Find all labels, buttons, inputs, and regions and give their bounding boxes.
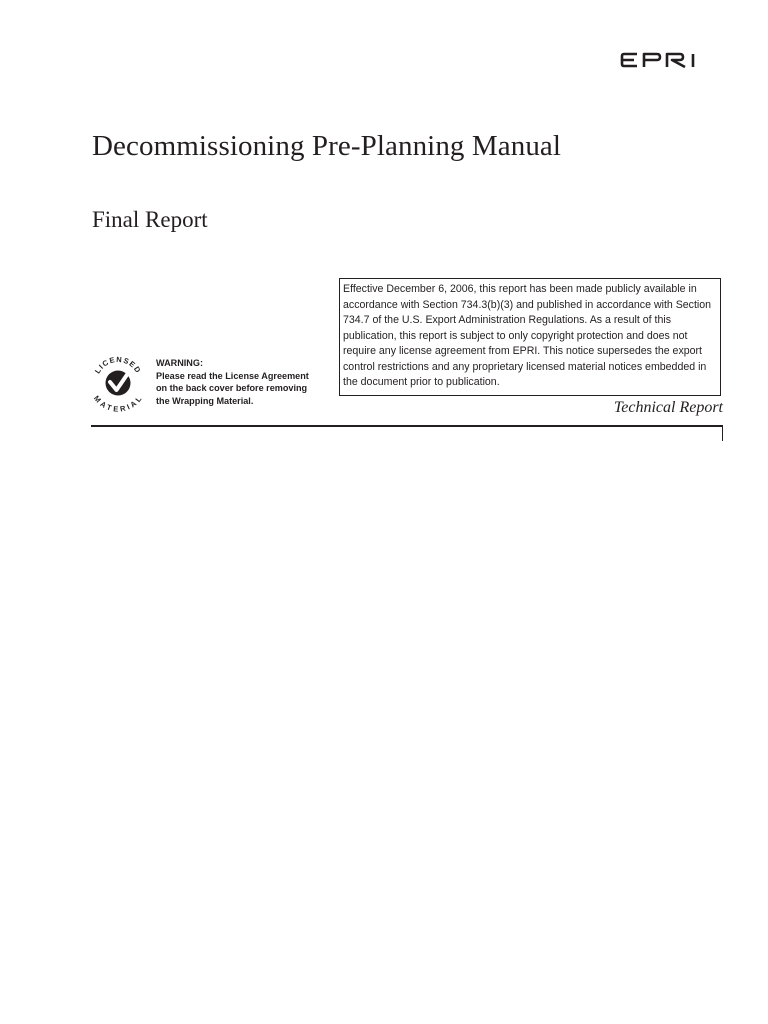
epri-logo-mark xyxy=(620,50,722,70)
licensed-material-seal xyxy=(88,352,148,412)
warning-line: Please read the License Agreement xyxy=(156,370,309,381)
seal-bottom-text: MATERIAL xyxy=(91,393,145,412)
report-subtitle: Final Report xyxy=(92,207,208,232)
divider-end-tick xyxy=(722,425,724,441)
report-title: Decommissioning Pre-Planning Manual xyxy=(92,130,562,162)
warning-line: the Wrapping Material. xyxy=(156,395,254,406)
warning-line: on the back cover before removing xyxy=(156,383,308,394)
horizontal-divider xyxy=(91,425,723,427)
epri-logo xyxy=(620,50,722,70)
checkmark-icon xyxy=(106,371,131,396)
report-category-label: Technical Report xyxy=(613,399,723,416)
export-control-notice: Effective December 6, 2006, this report has been made publicly available in accordance with Section 734.3(b)(3) and published in accordance with Section 734.7 of the U.S. Export Administration Regulations. As a result of this publication, this report is subject to only copyright protection and does not require any license agreement from EPRI. This notice supersedes the export control restrictions and any proprietary licensed material notices embedded in the document prior to publication. xyxy=(339,278,721,396)
warning-heading: WARNING: xyxy=(156,358,203,368)
seal-top-text: LICENSED xyxy=(92,354,144,376)
license-warning xyxy=(156,357,338,407)
